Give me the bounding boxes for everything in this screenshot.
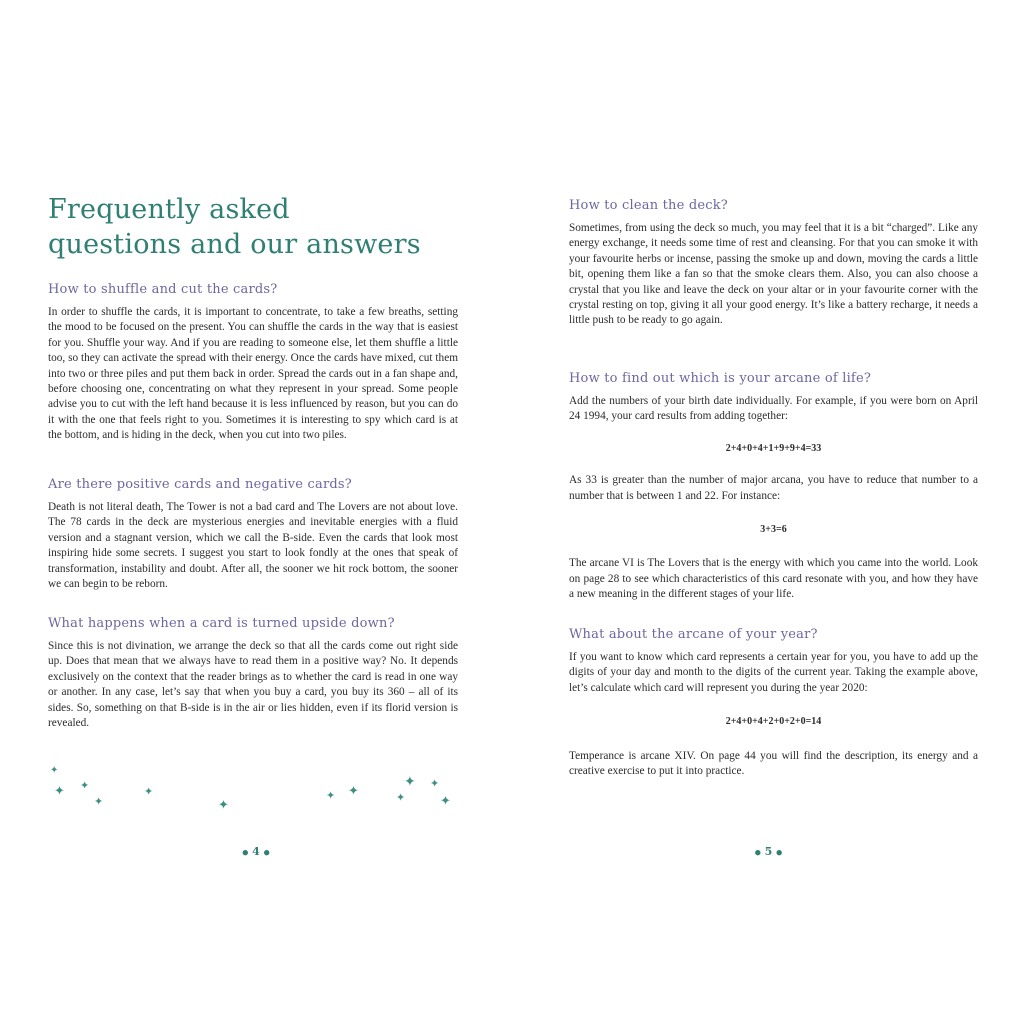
section-heading: What happens when a card is turned upside down? xyxy=(48,616,395,631)
section-body: The arcane VI is The Lovers that is the energy with which you came into the world. Look on page 28 to see which characteristics of this card resonate with you, and how they have a new meaning in the different stages of your life. xyxy=(569,557,978,601)
star-decoration xyxy=(40,760,470,810)
star-icon: ✦ xyxy=(396,792,406,804)
section-body: As 33 is greater than the number of major arcana, you have to reduce that number to a number that is between 1 and 22. For instance: xyxy=(569,474,978,502)
section-body: Add the numbers of your birth date individually. For example, if you were born on April 24 1994, your card results from adding together: xyxy=(569,395,978,423)
star-icon: ✦ xyxy=(440,793,451,808)
section-positive-negative xyxy=(48,476,458,592)
section-body: Sometimes, from using the deck so much, you may feel that it is a bit “charged”. Like any energy exchange, it needs some time of rest and cleansing. For that you can smoke it with your favourite herbs or incense, passing the smoke up and down, moving the cards a little bit, opening them like a fan so that the smoke clears them. Also, you can also choose a crystal that you like and leave the deck on your altar or in your favourite corner with the crystal resting on top, giving it all your good energy. It’s like a battery recharge, it needs a little push to be ready to go again. xyxy=(569,222,978,327)
page-title xyxy=(48,192,421,262)
star-icon: ✦ xyxy=(218,797,229,812)
star-icon: ✦ xyxy=(326,790,336,802)
equation: 3+3=6 xyxy=(760,524,787,536)
section-shuffle xyxy=(48,281,458,444)
title-line-1: Frequently asked xyxy=(48,194,290,225)
star-icon: ✦ xyxy=(144,786,154,798)
star-icon: ✦ xyxy=(50,765,59,776)
star-icon: ✦ xyxy=(94,796,104,808)
section-heading: How to shuffle and cut the cards? xyxy=(48,282,278,297)
title-line-2: questions and our answers xyxy=(48,229,421,260)
page-number: ● 5 ● xyxy=(754,845,783,858)
star-icon: ✦ xyxy=(54,783,65,798)
page-number: ● 4 ● xyxy=(242,845,270,858)
left-page xyxy=(0,0,512,1025)
star-icon: ✦ xyxy=(80,780,90,792)
section-heading: Are there positive cards and negative cards? xyxy=(48,477,352,492)
star-icon: ✦ xyxy=(348,783,359,798)
equation: 2+4+0+4+2+0+2+0=14 xyxy=(725,716,822,728)
right-page xyxy=(512,0,1025,1025)
section-heading: How to find out which is your arcane of life? xyxy=(569,371,872,386)
section-body: In order to shuffle the cards, it is important to concentrate, to take a few breaths, setting the mood to be focused on the present. You can shuffle the cards in the way that is easiest for you. Shuffle your way. And if you are reading to someone else, let them shuffle a little too, so they can activate the spread with their energy. Once the cards have mixed, cut them into two or three piles and put them back in order. Spread the cards out in a fan shape and, before choosing one, concentrating on what they represent in your spread. Some people advise you to cut with the left hand because it is less influenced by reason, but you can do it with the one that feels right to you. Sometimes it is interesting to spy which card is at the bottom, and is hiding in the deck, when you cut into two piles. xyxy=(48,306,458,442)
star-icon: ✦ xyxy=(404,775,416,790)
equation: 2+4+0+4+1+9+9+4=33 xyxy=(725,442,822,454)
section-heading: What about the arcane of your year? xyxy=(569,627,818,642)
section-body: Death is not literal death, The Tower is not a bad card and The Lovers are not about love. The 78 cards in the deck are mysterious energies and inevitable energies with a fluid version and a stagnant version, which we call the B-side. Even the cards that look most inspiring hide some secrets. I suggest you start to look fondly at the ones that speak of transformation, instability and doubt. After all, the sooner we hit rock bottom, the sooner we can begin to be reborn. xyxy=(48,501,458,591)
section-arcane-of-year xyxy=(569,626,978,779)
section-body: Since this is not divination, we arrange the deck so that all the cards come out right side up. Does that mean that we always have to read them in a positive way? No. It depends exclusively on the context that the reader brings as to whether the card is read in one way or another. In any case, let’s say that when you buy a card, you buy its 360 – all of its sides. So, something on that B-side is in the air or lies hidden, even if its florid version is revealed. xyxy=(48,640,458,730)
section-arcane-of-life xyxy=(569,370,978,603)
section-upside-down xyxy=(48,615,458,731)
section-heading: How to clean the deck? xyxy=(569,198,728,213)
section-body: If you want to know which card represents a certain year for you, you have to add up the digits of your day and month to the digits of the current year. Taking the example above, let’s calculate which card will represent you during the year 2020: xyxy=(569,651,978,694)
section-body: Temperance is arcane XIV. On page 44 you will find the description, its energy and a creative exercise to put it into practice. xyxy=(569,749,978,778)
star-icon: ✦ xyxy=(430,778,440,790)
section-clean-deck xyxy=(569,197,978,329)
